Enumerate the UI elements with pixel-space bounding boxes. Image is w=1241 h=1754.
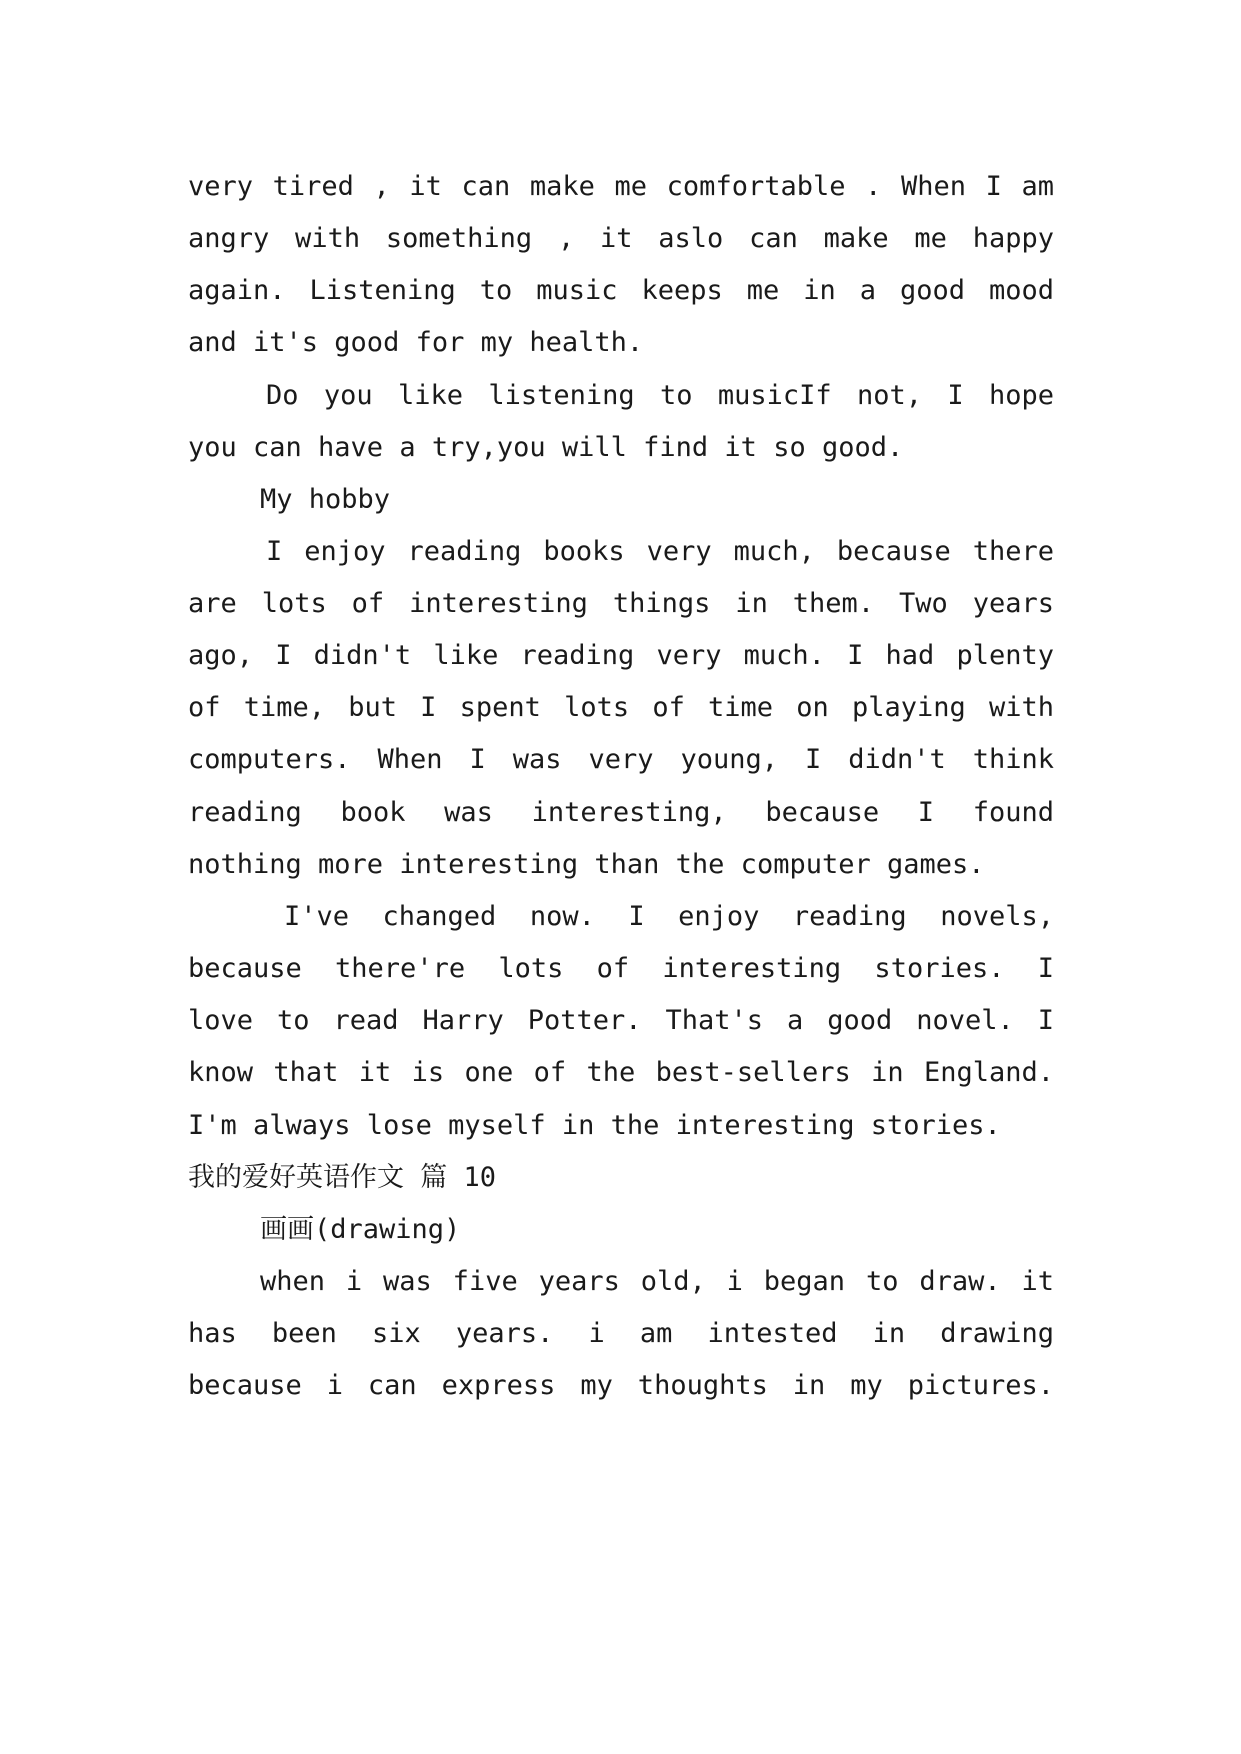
text-line: and it's good for my health. [188, 327, 644, 358]
text-line: I'm always lose myself in the interesting stories. [188, 1110, 1001, 1141]
text-line: again. Listening to music keeps me in a good mood [188, 275, 1054, 306]
text-line: Do you like listening to musicIf not, I hope [266, 380, 1054, 411]
text-line: when i was five years old, i began to draw. it [260, 1266, 1054, 1297]
text-line: very tired , it can make me comfortable . When I am [188, 171, 1054, 202]
section-title: My hobby [260, 484, 391, 515]
text-line: reading book was interesting, because I found [188, 797, 1054, 828]
text-line: know that it is one of the best-sellers in England. [188, 1057, 1054, 1088]
text-line: nothing more interesting than the computer games. [188, 849, 985, 880]
text-line: angry with something , it aslo can make me happy [188, 223, 1054, 254]
text-line: love to read Harry Potter. That's a good novel. I [188, 1005, 1054, 1036]
text-line: ago, I didn't like reading very much. I had plenty [188, 640, 1054, 671]
text-line: I enjoy reading books very much, because there [266, 536, 1054, 567]
text-line: computers. When I was very young, I didn't think [188, 744, 1054, 775]
text-line: I've changed now. I enjoy reading novels, [284, 901, 1054, 932]
section-title: 画画(drawing) [260, 1214, 461, 1245]
text-line: are lots of interesting things in them. Two years [188, 588, 1054, 619]
text-line: has been six years. i am intested in drawing [188, 1318, 1054, 1349]
text-line: of time, but I spent lots of time on playing with [188, 692, 1054, 723]
text-line: you can have a try,you will find it so good. [188, 432, 904, 463]
essay-heading: 我的爱好英语作文 篇 10 [188, 1162, 497, 1193]
text-line: because there're lots of interesting stories. I [188, 953, 1054, 984]
text-line: because i can express my thoughts in my pictures. [188, 1370, 1054, 1401]
